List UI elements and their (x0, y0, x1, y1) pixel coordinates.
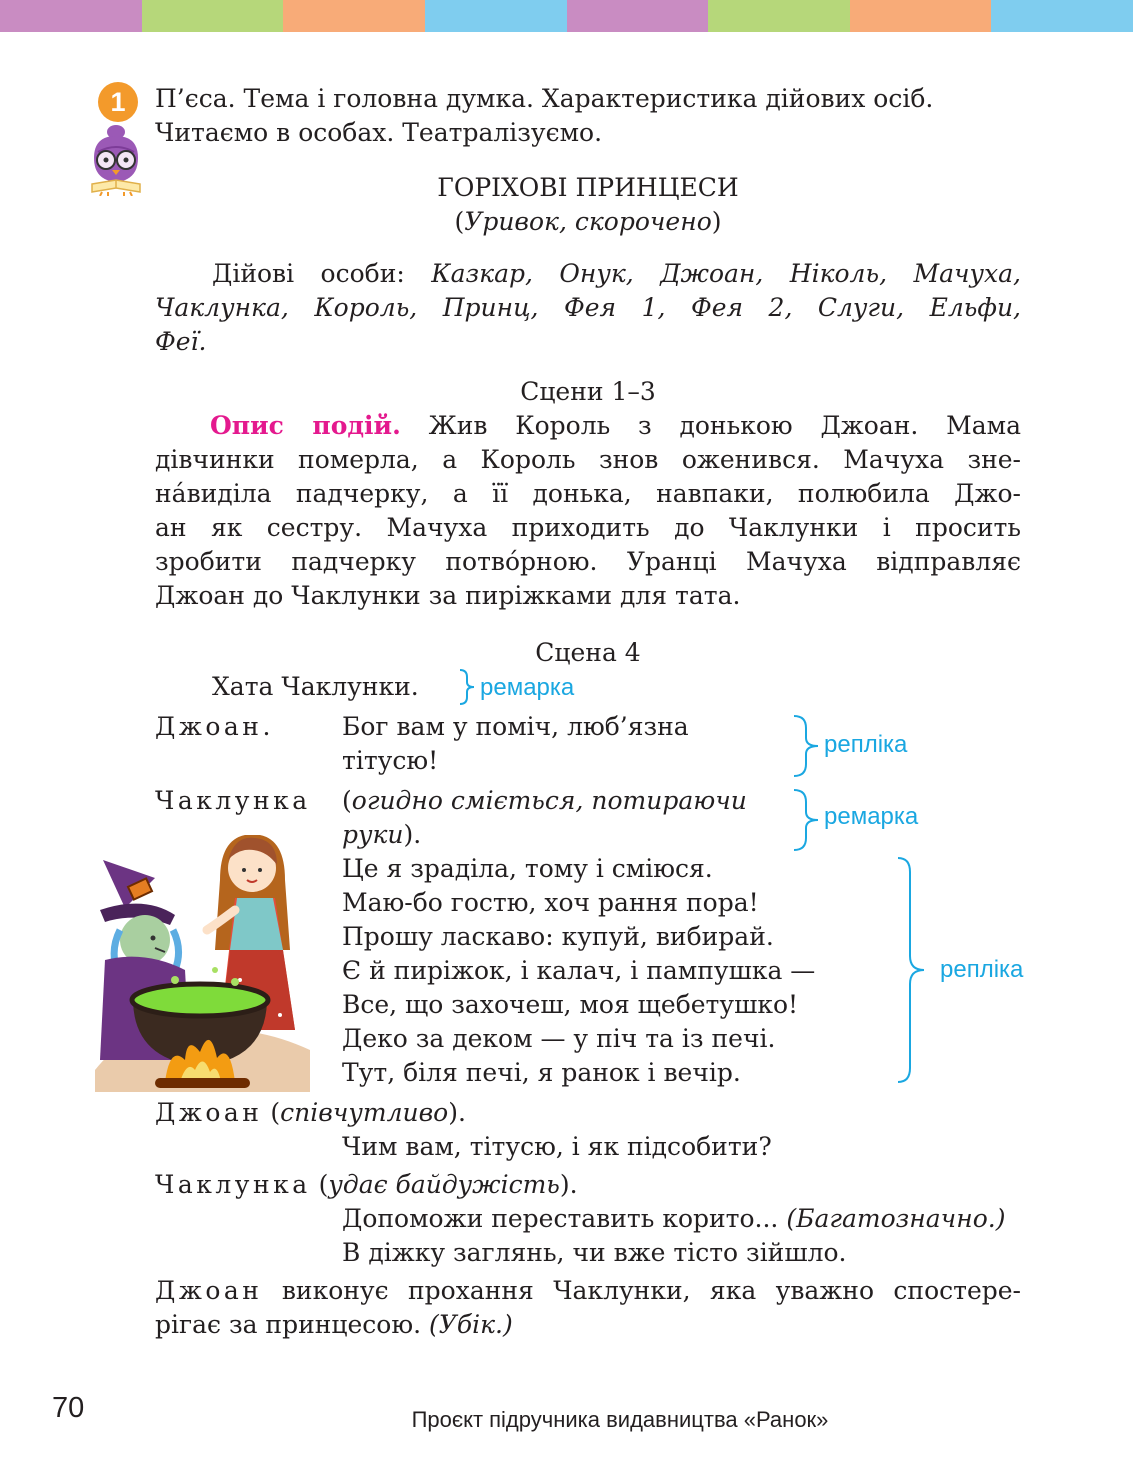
brace-icon (792, 788, 820, 852)
verse-line: Маю-бо гостю, хоч рання пора! (342, 888, 759, 917)
final-direction-line-2 (155, 1308, 513, 1342)
verse-line: Є й пиріжок, і калач, і пампушка — (342, 956, 816, 985)
annotation-remark: ремарка (480, 674, 575, 701)
color-segment (425, 0, 567, 32)
replica-line: В діжку заглянь, чи вже тісто зійшло. (342, 1238, 847, 1267)
paren: ( (270, 1098, 281, 1127)
events-line-5: зробити падчерку потвóрною. Уранці Мачуха відправляє (155, 547, 1021, 576)
events-line-1 (210, 409, 1021, 443)
color-segment (850, 0, 992, 32)
characters-list: Казкар, Онук, Джоан, Ніколь, Мачуха, (431, 259, 1021, 288)
direction-text: (Багатозначно.) (786, 1204, 1006, 1233)
events-line-3: нáвиділа падчерку, а її донька, навпаки, полюбила Джо- (155, 479, 1021, 508)
speaker-witch-line (155, 1168, 578, 1202)
speaker-joan: Джоан (155, 1098, 263, 1127)
witch-and-girl-cauldron-illustration (95, 820, 310, 1092)
replica-text: Допоможи переставить корито... (342, 1204, 779, 1233)
page-number: 70 (52, 1392, 85, 1424)
annotation-replica: репліка (940, 956, 1024, 983)
events-line-4: ан як сестру. Мачуха приходить до Чаклунки і просить (155, 513, 1021, 542)
direction-text: руки (342, 820, 404, 849)
play-subtitle (155, 205, 1021, 239)
speaker-witch: Чаклунка (155, 1170, 311, 1199)
verse-line: Прошу ласкаво: купуй, вибирай. (342, 922, 774, 951)
paren: ( (454, 207, 465, 236)
replica-line: тітусю! (342, 746, 439, 775)
color-segment (283, 0, 425, 32)
top-color-bar (0, 0, 1133, 32)
brace-icon (792, 714, 820, 778)
play-title: ГОРІХОВІ ПРИНЦЕСИ (437, 173, 739, 202)
paren: ). (403, 820, 422, 849)
paren: ( (342, 786, 352, 815)
scene-4-heading: Сцена 4 (535, 638, 641, 667)
lesson-number-badge: 1 (98, 82, 138, 122)
color-segment (991, 0, 1133, 32)
lesson-heading-line-2: Читаємо в особах. Театралізуємо. (155, 118, 603, 147)
direction-text: співчутливо (280, 1098, 449, 1127)
replica-line: Бог вам у поміч, люб’язна (342, 712, 689, 741)
characters-list: Чаклунка, Король, Принц, Фея 1, Фея 2, Слуги, Ельфи, (155, 293, 1021, 322)
speaker-witch: Чаклунка (155, 786, 311, 815)
verse-line: Це я зраділа, тому і сміюся. (342, 854, 713, 883)
scene-1-3-heading: Сцени 1–3 (520, 377, 656, 406)
events-lead: Опис подій. (210, 411, 401, 440)
setting-text: Хата Чаклунки. (212, 672, 419, 701)
events-text: Жив Король з донькою Джоан. Мама (428, 411, 1021, 440)
color-segment (567, 0, 709, 32)
subtitle-text: Уривок, скорочено (464, 207, 712, 236)
characters-list: Феї. (155, 327, 207, 356)
reading-owl-icon (88, 122, 144, 196)
color-segment (0, 0, 142, 32)
annotation-replica: репліка (824, 731, 908, 758)
lesson-heading-line-1: П’єса. Тема і головна думка. Характеристика дійових осіб. (155, 84, 934, 113)
speaker-joan: Джоан (155, 1276, 263, 1305)
verse-line: Тут, біля печі, я ранок і вечір. (342, 1058, 741, 1087)
brace-icon (458, 668, 476, 706)
verse-line: Все, що захочеш, моя щебетушко! (342, 990, 799, 1019)
characters-line-2 (155, 291, 1021, 325)
verse-line: Деко за деком — у піч та із печі. (342, 1024, 776, 1053)
paren: ) (711, 207, 722, 236)
final-direction-line-1 (155, 1274, 1021, 1308)
direction-text: удає байдужість (328, 1170, 560, 1199)
annotation-remark: ремарка (824, 803, 919, 830)
paren: ( (318, 1170, 329, 1199)
characters-label: Дійові особи: (212, 259, 405, 288)
replica-line (342, 1202, 1005, 1236)
color-segment (142, 0, 284, 32)
characters-line-3 (155, 325, 207, 359)
events-line-6: Джоан до Чаклунки за пиріжками для тата. (155, 581, 741, 610)
aside-direction: (Убік.) (429, 1310, 513, 1339)
replica-line: Чим вам, тітусю, і як підсобити? (342, 1132, 772, 1161)
stage-direction (342, 784, 747, 818)
paren: ). (448, 1098, 466, 1127)
stage-direction (342, 818, 421, 852)
direction-text: виконує прохання Чаклунки, яка уважно спостере- (281, 1276, 1021, 1305)
brace-icon (896, 856, 926, 1084)
characters-line-1 (212, 257, 1021, 291)
events-line-2: дівчинки померла, а Король знов оженився. Мачуха зне- (155, 445, 1021, 474)
footer-text: Проєкт підручника видавництва «Ранок» (411, 1407, 829, 1432)
speaker-joan-line (155, 1096, 466, 1130)
speaker-joan: Джоан. (155, 712, 274, 741)
color-segment (708, 0, 850, 32)
paren: ). (559, 1170, 578, 1199)
direction-text: рігає за принцесою. (155, 1310, 422, 1339)
direction-text: огидно сміється, потираючи (351, 786, 747, 815)
